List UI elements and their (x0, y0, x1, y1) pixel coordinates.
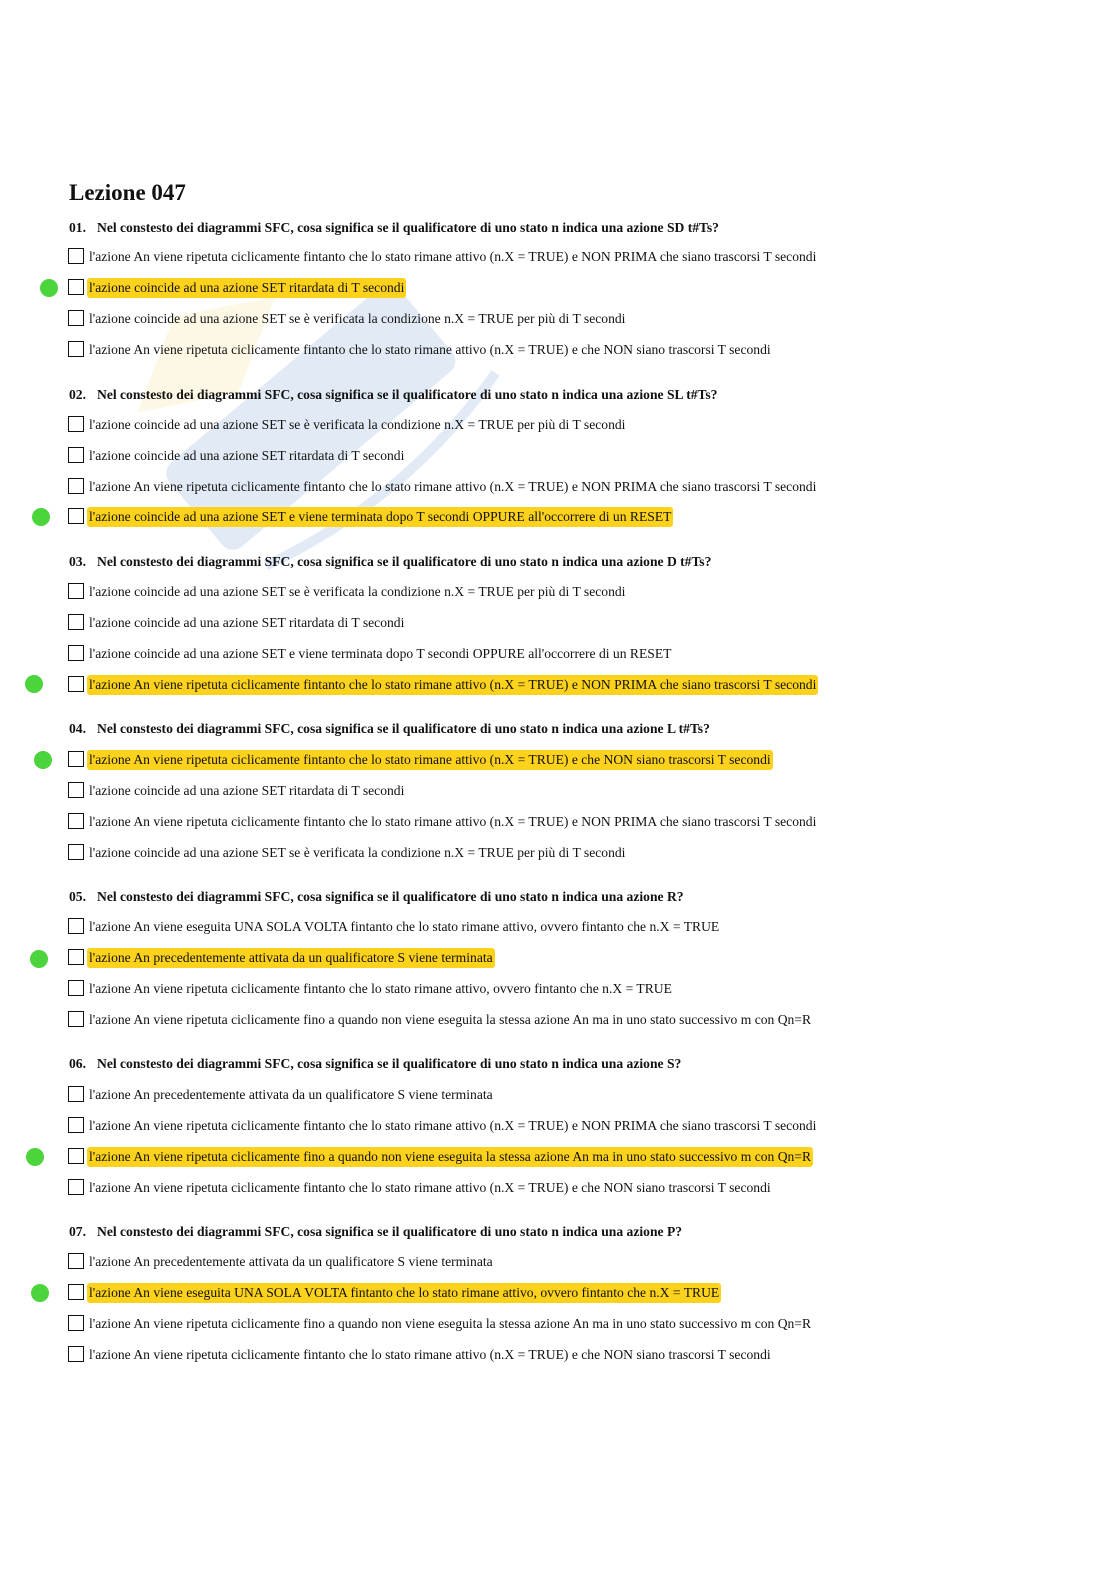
answer-label: l'azione coincide ad una azione SET ritardata di T secondi (89, 783, 405, 798)
checkbox[interactable] (68, 583, 84, 599)
answer-label: l'azione An viene ripetuta ciclicamente fintanto che lo stato rimane attivo (n.X = TRUE) e che NON siano trascorsi T secondi (89, 342, 771, 357)
answer-label: l'azione An viene ripetuta ciclicamente fintanto che lo stato rimane attivo (n.X = TRUE) e NON PRIMA che siano trascorsi T secondi (89, 1118, 817, 1133)
question-text: Nel constesto dei diagrammi SFC, cosa significa se il qualificatore di uno stato n indica una azione P? (97, 1224, 683, 1239)
checkbox[interactable] (68, 782, 84, 798)
correct-answer-marker (40, 279, 58, 297)
checkbox[interactable] (68, 1315, 84, 1331)
answer-label: l'azione coincide ad una azione SET se è verificata la condizione n.X = TRUE per più di T secondi (89, 311, 626, 326)
answer-label: l'azione An precedentemente attivata da un qualificatore S viene terminata (89, 1254, 493, 1269)
checkbox[interactable] (68, 918, 84, 934)
answer-label: l'azione An viene ripetuta ciclicamente fintanto che lo stato rimane attivo, ovvero fintanto che n.X = TRUE (89, 981, 672, 996)
question-text: Nel constesto dei diagrammi SFC, cosa significa se il qualificatore di uno stato n indica una azione D t#Ts? (97, 554, 712, 569)
answer-option[interactable] (68, 340, 773, 360)
checkbox[interactable] (68, 1346, 84, 1362)
checkbox[interactable] (68, 980, 84, 996)
answer-option[interactable] (68, 1252, 495, 1272)
question-number: 03. (69, 554, 86, 569)
correct-answer-marker (34, 751, 52, 769)
question-number: 05. (69, 889, 86, 904)
answer-option-correct[interactable] (68, 1283, 721, 1303)
answer-label: l'azione An viene ripetuta ciclicamente fintanto che lo stato rimane attivo (n.X = TRUE) e NON PRIMA che siano trascorsi T secondi (89, 814, 817, 829)
answer-option[interactable] (68, 613, 406, 633)
question-heading (69, 386, 969, 404)
checkbox[interactable] (68, 1148, 84, 1164)
correct-answer-marker (32, 508, 50, 526)
answer-label: l'azione An viene ripetuta ciclicamente fintanto che lo stato rimane attivo (n.X = TRUE) e NON PRIMA che siano trascorsi T secondi (87, 675, 818, 695)
question-number: 01. (69, 220, 86, 235)
checkbox[interactable] (68, 676, 84, 692)
checkbox[interactable] (68, 813, 84, 829)
checkbox[interactable] (68, 310, 84, 326)
checkbox[interactable] (68, 949, 84, 965)
answer-option[interactable] (68, 979, 674, 999)
question-heading (69, 720, 969, 738)
answer-option-correct[interactable] (68, 507, 673, 527)
correct-answer-marker (31, 1284, 49, 1302)
answer-option-correct[interactable] (68, 750, 773, 770)
checkbox[interactable] (68, 478, 84, 494)
checkbox[interactable] (68, 1179, 84, 1195)
answer-option[interactable] (68, 1345, 773, 1365)
answer-option[interactable] (68, 812, 818, 832)
question-text: Nel constesto dei diagrammi SFC, cosa significa se il qualificatore di uno stato n indica una azione R? (97, 889, 684, 904)
answer-option[interactable] (68, 477, 818, 497)
answer-option[interactable] (68, 1085, 495, 1105)
question-heading (69, 219, 969, 237)
answer-label: l'azione coincide ad una azione SET se è verificata la condizione n.X = TRUE per più di T secondi (89, 845, 626, 860)
answer-label: l'azione An viene ripetuta ciclicamente fino a quando non viene eseguita la stessa azione An ma in uno stato successivo m con Qn=R (89, 1316, 812, 1331)
answer-option[interactable] (68, 247, 818, 267)
question-heading (69, 888, 969, 906)
answer-option[interactable] (68, 1116, 818, 1136)
answer-label: l'azione coincide ad una azione SET se è verificata la condizione n.X = TRUE per più di T secondi (89, 584, 626, 599)
answer-label: l'azione coincide ad una azione SET ritardata di T secondi (89, 615, 405, 630)
answer-label: l'azione An viene ripetuta ciclicamente fintanto che lo stato rimane attivo (n.X = TRUE) e che NON siano trascorsi T secondi (89, 1180, 771, 1195)
checkbox[interactable] (68, 508, 84, 524)
answer-option[interactable] (68, 446, 406, 466)
question-number: 02. (69, 387, 86, 402)
answer-option-correct[interactable] (68, 1147, 813, 1167)
answer-label: l'azione An viene ripetuta ciclicamente fino a quando non viene eseguita la stessa azione An ma in uno stato successivo m con Qn=R (89, 1012, 812, 1027)
answer-label: l'azione An viene ripetuta ciclicamente fintanto che lo stato rimane attivo (n.X = TRUE) e che NON siano trascorsi T secondi (87, 750, 773, 770)
question-heading (69, 1055, 969, 1073)
checkbox[interactable] (68, 1117, 84, 1133)
answer-label: l'azione An viene ripetuta ciclicamente fintanto che lo stato rimane attivo (n.X = TRUE) e NON PRIMA che siano trascorsi T secondi (89, 479, 817, 494)
correct-answer-marker (26, 1148, 44, 1166)
question-heading (69, 1223, 969, 1241)
correct-answer-marker (30, 950, 48, 968)
checkbox[interactable] (68, 1011, 84, 1027)
answer-label: l'azione An viene ripetuta ciclicamente fintanto che lo stato rimane attivo (n.X = TRUE) e NON PRIMA che siano trascorsi T secondi (89, 249, 817, 264)
answer-label: l'azione An precedentemente attivata da un qualificatore S viene terminata (89, 1087, 493, 1102)
answer-label: l'azione coincide ad una azione SET e viene terminata dopo T secondi OPPURE all'occorrere di un RESET (87, 507, 673, 527)
answer-option-correct[interactable] (68, 948, 495, 968)
answer-option[interactable] (68, 309, 627, 329)
answer-label: l'azione coincide ad una azione SET ritardata di T secondi (87, 278, 406, 298)
answer-option[interactable] (68, 582, 627, 602)
lesson-title: Lezione 047 (69, 180, 186, 205)
answer-label: l'azione An viene eseguita UNA SOLA VOLTA fintanto che lo stato rimane attivo, ovvero fintanto che n.X = TRUE (89, 919, 720, 934)
answer-label: l'azione An viene ripetuta ciclicamente fino a quando non viene eseguita la stessa azione An ma in uno stato successivo m con Qn=R (87, 1147, 813, 1167)
answer-label: l'azione coincide ad una azione SET ritardata di T secondi (89, 448, 405, 463)
answer-option[interactable] (68, 415, 627, 435)
question-number: 04. (69, 721, 86, 736)
checkbox[interactable] (68, 279, 84, 295)
question-text: Nel constesto dei diagrammi SFC, cosa significa se il qualificatore di uno stato n indica una azione L t#Ts? (97, 721, 710, 736)
question-heading (69, 553, 969, 571)
answer-option[interactable] (68, 917, 721, 937)
answer-option-correct[interactable] (68, 675, 818, 695)
answer-option[interactable] (68, 843, 627, 863)
checkbox[interactable] (68, 1284, 84, 1300)
checkbox[interactable] (68, 751, 84, 767)
checkbox[interactable] (68, 844, 84, 860)
answer-option[interactable] (68, 644, 673, 664)
checkbox[interactable] (68, 248, 84, 264)
answer-label: l'azione An precedentemente attivata da un qualificatore S viene terminata (87, 948, 495, 968)
correct-answer-marker (25, 675, 43, 693)
checkbox[interactable] (68, 1253, 84, 1269)
answer-option[interactable] (68, 1314, 813, 1334)
question-text: Nel constesto dei diagrammi SFC, cosa significa se il qualificatore di uno stato n indica una azione S? (97, 1056, 682, 1071)
question-number: 07. (69, 1224, 86, 1239)
answer-option[interactable] (68, 1010, 813, 1030)
answer-label: l'azione An viene eseguita UNA SOLA VOLTA fintanto che lo stato rimane attivo, ovvero fintanto che n.X = TRUE (87, 1283, 721, 1303)
answer-option[interactable] (68, 781, 406, 801)
checkbox[interactable] (68, 341, 84, 357)
answer-option-correct[interactable] (68, 278, 406, 298)
question-text: Nel constesto dei diagrammi SFC, cosa significa se il qualificatore di uno stato n indica una azione SL t#Ts? (97, 387, 718, 402)
question-text: Nel constesto dei diagrammi SFC, cosa significa se il qualificatore di uno stato n indica una azione SD t#Ts? (97, 220, 719, 235)
checkbox[interactable] (68, 416, 84, 432)
checkbox[interactable] (68, 614, 84, 630)
watermark-logo (100, 175, 520, 595)
answer-label: l'azione coincide ad una azione SET e viene terminata dopo T secondi OPPURE all'occorrere di un RESET (89, 646, 672, 661)
checkbox[interactable] (68, 1086, 84, 1102)
checkbox[interactable] (68, 645, 84, 661)
answer-label: l'azione An viene ripetuta ciclicamente fintanto che lo stato rimane attivo (n.X = TRUE) e che NON siano trascorsi T secondi (89, 1347, 771, 1362)
answer-label: l'azione coincide ad una azione SET se è verificata la condizione n.X = TRUE per più di T secondi (89, 417, 626, 432)
checkbox[interactable] (68, 447, 84, 463)
answer-option[interactable] (68, 1178, 773, 1198)
question-number: 06. (69, 1056, 86, 1071)
